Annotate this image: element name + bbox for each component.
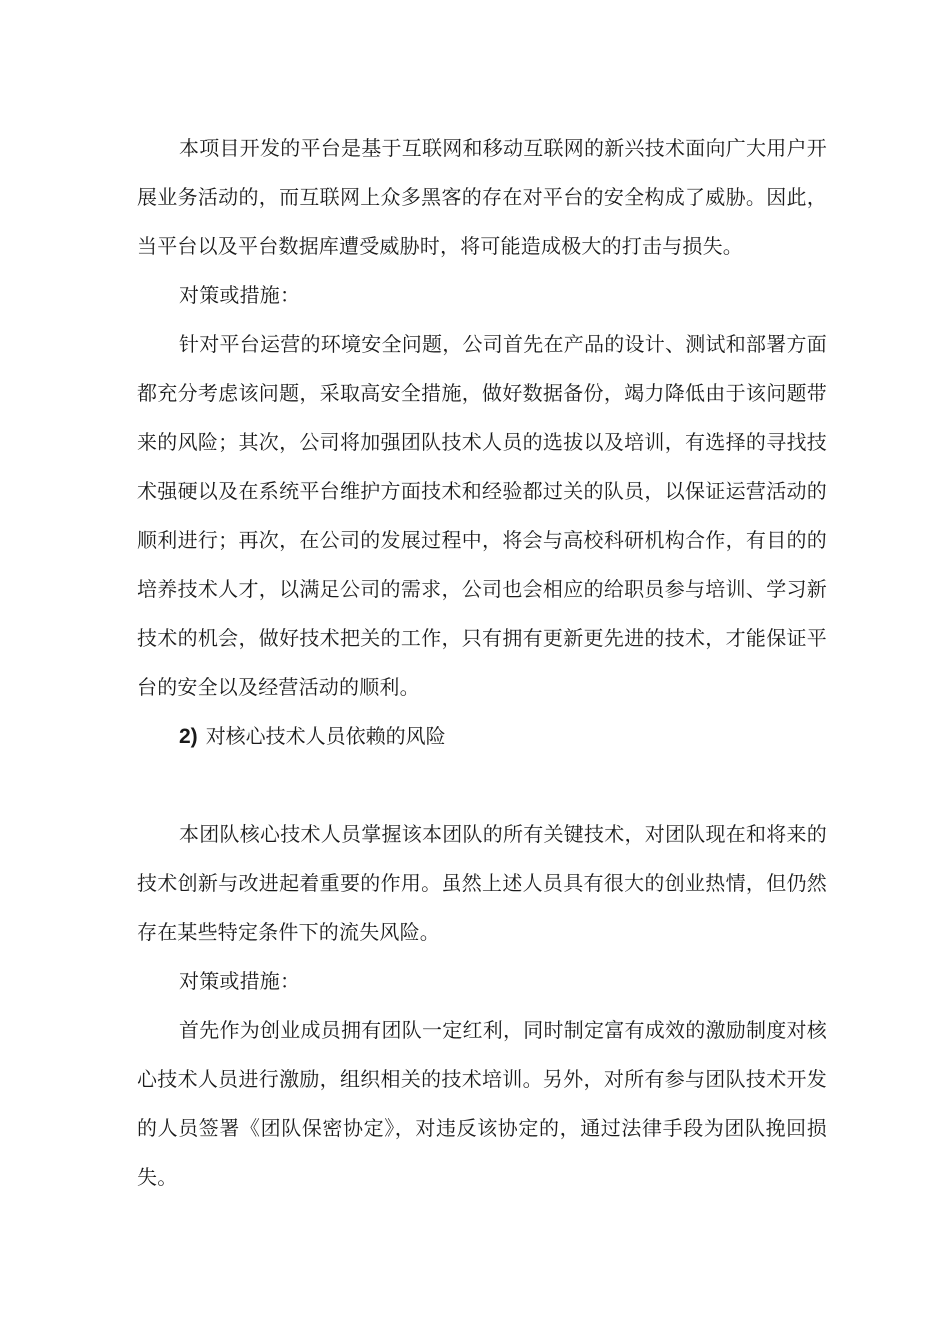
paragraph-line: 术强硬以及在系统平台维护方面技术和经验都过关的队员，以保证运营活动的	[137, 479, 827, 503]
paragraph-line: 当平台以及平台数据库遭受威胁时，将可能造成极大的打击与损失。	[137, 234, 743, 258]
section-heading	[137, 712, 827, 761]
paragraph-line: 本团队核心技术人员掌握该本团队的所有关键技术，对团队现在和将来的	[179, 822, 827, 846]
paragraph-platform-countermeasure	[137, 320, 827, 712]
paragraph-line: 首先作为创业成员拥有团队一定红利，同时制定富有成效的激励制度对核	[179, 1018, 827, 1042]
document-body	[137, 124, 827, 1202]
paragraph-line: 展业务活动的，而互联网上众多黑客的存在对平台的安全构成了威胁。因此，	[137, 185, 827, 209]
section-heading-text: 对核心技术人员依赖的风险	[205, 724, 446, 748]
section-heading-number: 2)	[179, 725, 198, 748]
paragraph-core-staff-countermeasure	[137, 1006, 827, 1202]
paragraph-line: 技术创新与改进起着重要的作用。虽然上述人员具有很大的创业热情，但仍然	[137, 871, 827, 895]
paragraph-core-staff-risk	[137, 810, 827, 957]
paragraph-line: 针对平台运营的环境安全问题，公司首先在产品的设计、测试和部署方面	[179, 332, 827, 356]
countermeasure-label: 对策或措施：	[179, 969, 301, 993]
paragraph-line: 培养技术人才，以满足公司的需求，公司也会相应的给职员参与培训、学习新	[137, 577, 827, 601]
blank-line	[137, 761, 827, 810]
paragraph-line: 都充分考虑该问题，采取高安全措施，做好数据备份，竭力降低由于该问题带	[137, 381, 827, 405]
paragraph-line: 技术的机会，做好技术把关的工作，只有拥有更新更先进的技术，才能保证平	[137, 626, 827, 650]
paragraph-line: 心技术人员进行激励，组织相关的技术培训。另外，对所有参与团队技术开发	[137, 1067, 827, 1091]
paragraph-line: 本项目开发的平台是基于互联网和移动互联网的新兴技术面向广大用户开	[179, 136, 827, 160]
paragraph-line: 台的安全以及经营活动的顺利。	[137, 675, 420, 699]
paragraph-line: 来的风险；其次，公司将加强团队技术人员的选拔以及培训，有选择的寻找技	[137, 430, 827, 454]
paragraph-line: 顺利进行；再次，在公司的发展过程中，将会与高校科研机构合作，有目的的	[137, 528, 827, 552]
countermeasure-label: 对策或措施：	[179, 283, 301, 307]
paragraph-platform-risk	[137, 124, 827, 271]
paragraph-line: 的人员签署《团队保密协定》，对违反该协定的，通过法律手段为团队挽回损	[137, 1116, 827, 1140]
paragraph-line: 失。	[137, 1165, 178, 1189]
paragraph-line: 存在某些特定条件下的流失风险。	[137, 920, 440, 944]
